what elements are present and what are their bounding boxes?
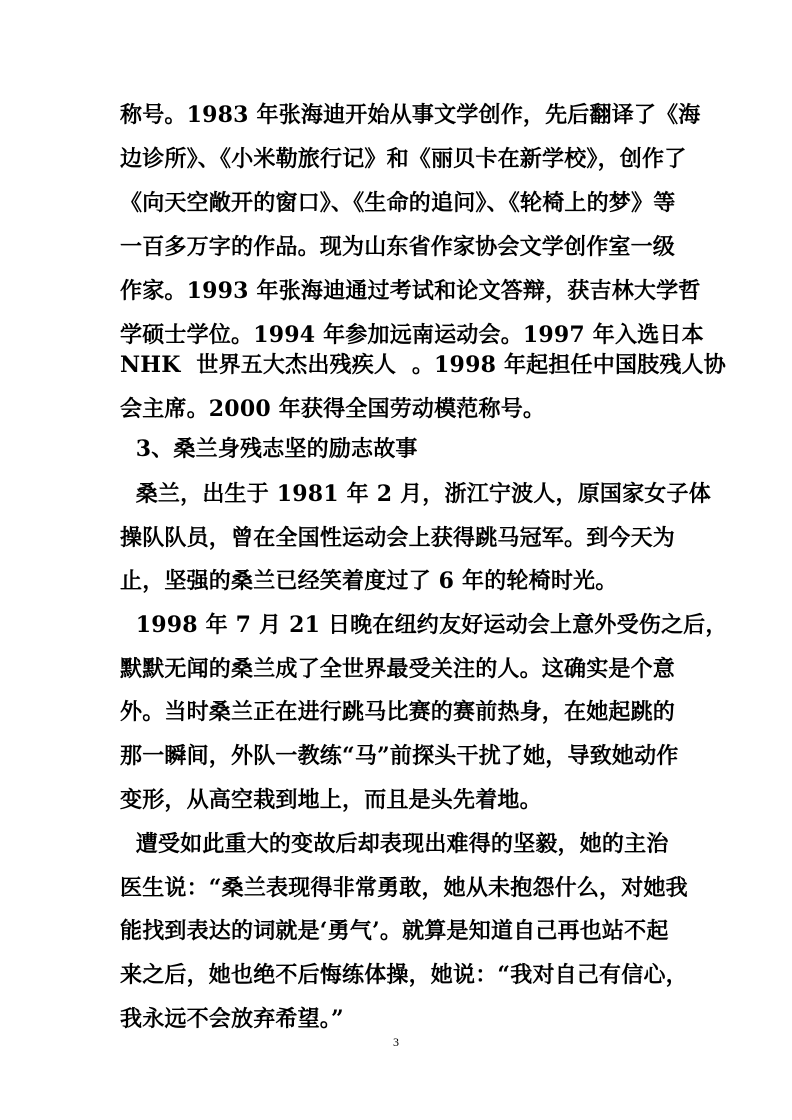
page-number: 3: [393, 1035, 399, 1049]
text-line: 一百多万字的作品。现为山东省作家协会文学创作室一级: [120, 234, 676, 260]
text-line: 会主席。2000 年获得全国劳动模范称号。: [120, 396, 546, 422]
text-line: 我永远不会放弃希望。”: [120, 1006, 344, 1032]
text-line: 桑兰，出生于 1981 年 2 月，浙江宁波人，原国家女子体: [120, 481, 711, 507]
section-heading: 3、桑兰身残志坚的励志故事: [120, 436, 418, 462]
text-line: 止，坚强的桑兰已经笑着度过了 6 年的轮椅时光。: [120, 568, 618, 594]
text-line: 能找到表达的词就是‘勇气’。就算是知道自己再也站不起: [120, 918, 669, 944]
text-line: 边诊所》、《小米勒旅行记》和《丽贝卡在新学校》，创作了: [120, 146, 687, 172]
text-line: 《向天空敞开的窗口》、《生命的追问》、《轮椅上的梦》等: [120, 190, 676, 216]
text-line: 变形，从高空栽到地上，而且是头先着地。: [120, 787, 542, 813]
text-line: 默默无闻的桑兰成了全世界最受关注的人。这确实是个意: [120, 656, 676, 682]
text-line: 称号。1983 年张海迪开始从事文学创作，先后翻译了《海: [120, 102, 701, 128]
text-line: 来之后，她也绝不后悔练体操，她说：“我对自己有信心，: [120, 962, 688, 988]
text-line: 医生说：“桑兰表现得非常勇敢，她从未抱怨什么，对她我: [120, 875, 688, 901]
text-line: NHK 世界五大杰出残疾人 。1998 年起担任中国肢残人协: [120, 352, 726, 378]
text-line: 那一瞬间，外队一教练“马”前探头干扰了她，导致她动作: [120, 743, 679, 769]
text-line: 外。当时桑兰正在进行跳马比赛的赛前热身，在她起跳的: [120, 699, 676, 725]
text-line: 1998 年 7 月 21 日晚在纽约友好运动会上意外受伤之后，: [120, 612, 728, 638]
text-line: 作家。1993 年张海迪通过考试和论文答辩，获吉林大学哲: [120, 278, 701, 304]
text-line: 学硕士学位。1994 年参加远南运动会。1997 年入选日本: [120, 322, 704, 348]
text-line: 操队队员，曾在全国性运动会上获得跳马冠军。到今天为: [120, 525, 676, 551]
text-line: 遭受如此重大的变故后却表现出难得的坚毅，她的主治: [120, 831, 669, 857]
